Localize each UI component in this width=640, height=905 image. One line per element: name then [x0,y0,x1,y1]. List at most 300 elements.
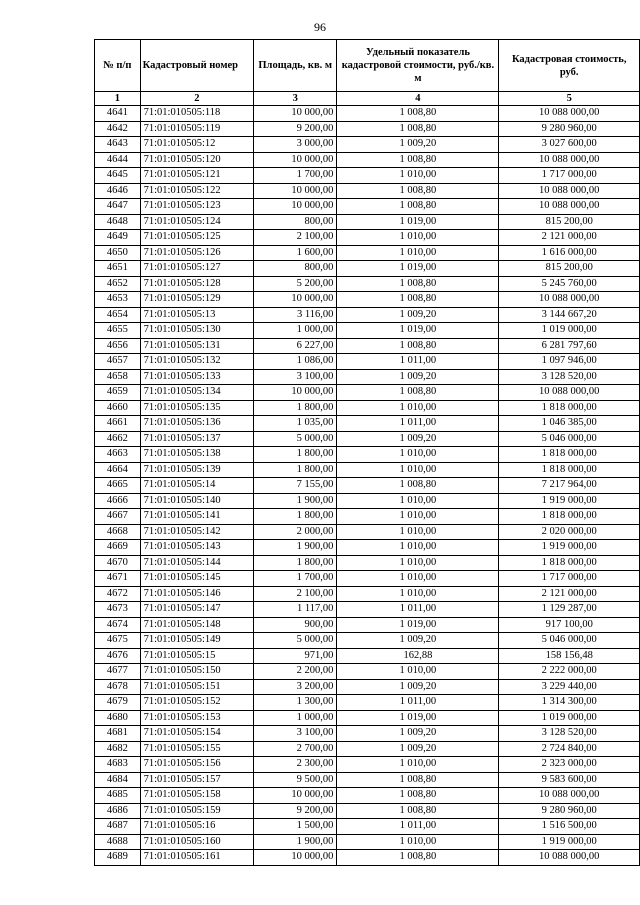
unit-value: 1 008,80 [337,121,499,137]
table-row [95,664,640,680]
area-value: 1 035,00 [254,416,337,432]
unit-value: 1 008,80 [337,152,499,168]
unit-value: 1 009,20 [337,741,499,757]
area-value: 971,00 [254,648,337,664]
row-index: 4684 [95,772,141,788]
cadastral-value: 815 200,00 [499,214,640,230]
unit-value: 1 019,00 [337,214,499,230]
table-row [95,400,640,416]
table-row [95,819,640,835]
table-row [95,757,640,773]
unit-value: 1 008,80 [337,385,499,401]
row-index: 4679 [95,695,141,711]
header-cadastral-number: Кадастровый номер [140,40,253,92]
table-row [95,462,640,478]
row-index: 4667 [95,509,141,525]
area-value: 3 116,00 [254,307,337,323]
row-index: 4654 [95,307,141,323]
cadastral-value: 10 088 000,00 [499,292,640,308]
cadastral-number: 71:01:010505:137 [140,431,253,447]
cadastral-number: 71:01:010505:138 [140,447,253,463]
unit-value: 1 008,80 [337,338,499,354]
area-value: 10 000,00 [254,106,337,122]
row-index: 4678 [95,679,141,695]
cadastral-number: 71:01:010505:119 [140,121,253,137]
unit-value: 1 010,00 [337,493,499,509]
cadastral-value: 10 088 000,00 [499,385,640,401]
header-cadastral-value: Кадастровая стоимость, руб. [499,40,640,92]
area-value: 1 800,00 [254,447,337,463]
table-row [95,633,640,649]
table-row [95,850,640,866]
row-index: 4664 [95,462,141,478]
page-number: 96 [314,20,326,34]
header-row [95,40,640,92]
table-row [95,726,640,742]
table-row [95,183,640,199]
cadastral-value: 2 724 840,00 [499,741,640,757]
cadastral-value: 2 222 000,00 [499,664,640,680]
area-value: 3 100,00 [254,726,337,742]
cadastral-value: 1 019 000,00 [499,710,640,726]
unit-value: 1 010,00 [337,168,499,184]
area-value: 1 700,00 [254,571,337,587]
table-row [95,230,640,246]
table-row [95,307,640,323]
area-value: 5 200,00 [254,276,337,292]
area-value: 1 086,00 [254,354,337,370]
area-value: 5 000,00 [254,431,337,447]
row-index: 4674 [95,617,141,633]
cadastral-value: 3 027 600,00 [499,137,640,153]
unit-value: 1 010,00 [337,400,499,416]
cadastral-value: 1 919 000,00 [499,834,640,850]
row-index: 4687 [95,819,141,835]
cadastral-number: 71:01:010505:156 [140,757,253,773]
cadastral-number: 71:01:010505:148 [140,617,253,633]
area-value: 10 000,00 [254,850,337,866]
table-row [95,478,640,494]
unit-value: 1 011,00 [337,819,499,835]
table-row [95,602,640,618]
unit-value: 1 010,00 [337,524,499,540]
cadastral-value: 10 088 000,00 [499,183,640,199]
table-row [95,385,640,401]
cadastral-value: 1 097 946,00 [499,354,640,370]
unit-value: 1 009,20 [337,726,499,742]
row-index: 4685 [95,788,141,804]
cadastral-number: 71:01:010505:152 [140,695,253,711]
cadastral-value: 1 818 000,00 [499,509,640,525]
row-index: 4651 [95,261,141,277]
area-value: 2 200,00 [254,664,337,680]
table-row [95,571,640,587]
unit-value: 1 010,00 [337,586,499,602]
row-index: 4660 [95,400,141,416]
cadastral-number: 71:01:010505:158 [140,788,253,804]
table-row [95,261,640,277]
unit-value: 1 010,00 [337,540,499,556]
row-index: 4645 [95,168,141,184]
column-number: 3 [254,92,337,106]
table-body [95,106,640,866]
area-value: 1 700,00 [254,168,337,184]
cadastral-number: 71:01:010505:12 [140,137,253,153]
table-row [95,168,640,184]
cadastral-value: 9 280 960,00 [499,803,640,819]
table-row [95,493,640,509]
header-unit-value: Удельный показатель кадастровой стоимости, руб./кв. м [337,40,499,92]
row-index: 4686 [95,803,141,819]
unit-value: 1 010,00 [337,555,499,571]
unit-value: 1 008,80 [337,276,499,292]
area-value: 1 900,00 [254,540,337,556]
row-index: 4680 [95,710,141,726]
cadastral-value: 1 717 000,00 [499,571,640,587]
area-value: 1 500,00 [254,819,337,835]
table-row [95,214,640,230]
table-row [95,834,640,850]
unit-value: 1 008,80 [337,803,499,819]
row-index: 4658 [95,369,141,385]
cadastral-number: 71:01:010505:150 [140,664,253,680]
unit-value: 1 010,00 [337,757,499,773]
row-index: 4681 [95,726,141,742]
unit-value: 1 009,20 [337,137,499,153]
cadastral-number: 71:01:010505:134 [140,385,253,401]
cadastral-number: 71:01:010505:143 [140,540,253,556]
row-index: 4663 [95,447,141,463]
unit-value: 1 009,20 [337,633,499,649]
unit-value: 1 019,00 [337,617,499,633]
unit-value: 162,88 [337,648,499,664]
area-value: 1 800,00 [254,462,337,478]
cadastral-value: 815 200,00 [499,261,640,277]
cadastral-value: 5 046 000,00 [499,633,640,649]
table-row [95,772,640,788]
area-value: 9 200,00 [254,121,337,137]
cadastral-value: 6 281 797,60 [499,338,640,354]
table-row [95,137,640,153]
cadastral-value: 7 217 964,00 [499,478,640,494]
cadastral-value: 1 046 385,00 [499,416,640,432]
cadastral-number: 71:01:010505:151 [140,679,253,695]
table-row [95,199,640,215]
area-value: 1 600,00 [254,245,337,261]
row-index: 4649 [95,230,141,246]
unit-value: 1 019,00 [337,323,499,339]
unit-value: 1 010,00 [337,245,499,261]
cadastral-number: 71:01:010505:121 [140,168,253,184]
table-row [95,741,640,757]
cadastral-number: 71:01:010505:14 [140,478,253,494]
row-index: 4666 [95,493,141,509]
area-value: 800,00 [254,214,337,230]
unit-value: 1 008,80 [337,788,499,804]
column-number: 2 [140,92,253,106]
column-number: 1 [95,92,141,106]
row-index: 4669 [95,540,141,556]
cadastral-number: 71:01:010505:131 [140,338,253,354]
cadastral-number: 71:01:010505:141 [140,509,253,525]
table-row [95,509,640,525]
area-value: 2 100,00 [254,586,337,602]
table-row [95,617,640,633]
table-row [95,431,640,447]
cadastral-number: 71:01:010505:160 [140,834,253,850]
row-index: 4650 [95,245,141,261]
cadastral-number: 71:01:010505:16 [140,819,253,835]
cadastral-number: 71:01:010505:128 [140,276,253,292]
unit-value: 1 010,00 [337,447,499,463]
row-index: 4659 [95,385,141,401]
cadastral-value: 2 020 000,00 [499,524,640,540]
cadastral-value: 1 516 500,00 [499,819,640,835]
cadastral-value: 1 019 000,00 [499,323,640,339]
row-index: 4642 [95,121,141,137]
column-number: 4 [337,92,499,106]
table-row [95,524,640,540]
unit-value: 1 011,00 [337,602,499,618]
area-value: 10 000,00 [254,385,337,401]
cadastral-number: 71:01:010505:135 [140,400,253,416]
cadastral-value: 1 919 000,00 [499,493,640,509]
row-index: 4657 [95,354,141,370]
cadastral-value: 2 121 000,00 [499,586,640,602]
area-value: 1 800,00 [254,400,337,416]
cadastral-number: 71:01:010505:157 [140,772,253,788]
row-index: 4641 [95,106,141,122]
cadastral-value: 9 583 600,00 [499,772,640,788]
cadastral-number: 71:01:010505:127 [140,261,253,277]
table-row [95,586,640,602]
table-row [95,276,640,292]
area-value: 2 000,00 [254,524,337,540]
cadastral-value: 5 046 000,00 [499,431,640,447]
row-index: 4665 [95,478,141,494]
table-row [95,338,640,354]
area-value: 10 000,00 [254,152,337,168]
cadastral-value: 1 717 000,00 [499,168,640,184]
area-value: 6 227,00 [254,338,337,354]
cadastral-value: 1 818 000,00 [499,400,640,416]
row-index: 4683 [95,757,141,773]
row-index: 4672 [95,586,141,602]
cadastral-value: 1 818 000,00 [499,555,640,571]
unit-value: 1 008,80 [337,850,499,866]
column-number-row [95,92,640,106]
cadastral-number: 71:01:010505:118 [140,106,253,122]
table-row [95,788,640,804]
cadastral-value: 1 129 287,00 [499,602,640,618]
cadastral-number: 71:01:010505:149 [140,633,253,649]
row-index: 4688 [95,834,141,850]
area-value: 2 300,00 [254,757,337,773]
unit-value: 1 008,80 [337,478,499,494]
area-value: 10 000,00 [254,788,337,804]
area-value: 5 000,00 [254,633,337,649]
unit-value: 1 009,20 [337,431,499,447]
cadastral-value: 2 323 000,00 [499,757,640,773]
table-row [95,695,640,711]
area-value: 1 800,00 [254,509,337,525]
row-index: 4652 [95,276,141,292]
header-index: № п/п [95,40,141,92]
row-index: 4644 [95,152,141,168]
area-value: 1 800,00 [254,555,337,571]
cadastral-number: 71:01:010505:159 [140,803,253,819]
area-value: 2 700,00 [254,741,337,757]
table-row [95,323,640,339]
table-row [95,555,640,571]
row-index: 4656 [95,338,141,354]
unit-value: 1 019,00 [337,261,499,277]
area-value: 800,00 [254,261,337,277]
table-row [95,369,640,385]
cadastral-number: 71:01:010505:139 [140,462,253,478]
unit-value: 1 008,80 [337,199,499,215]
cadastral-number: 71:01:010505:120 [140,152,253,168]
unit-value: 1 008,80 [337,183,499,199]
cadastral-number: 71:01:010505:155 [140,741,253,757]
cadastral-number: 71:01:010505:147 [140,602,253,618]
row-index: 4689 [95,850,141,866]
cadastral-number: 71:01:010505:126 [140,245,253,261]
table-row [95,292,640,308]
cadastral-value: 3 128 520,00 [499,369,640,385]
cadastral-value: 1 818 000,00 [499,462,640,478]
cadastral-number: 71:01:010505:124 [140,214,253,230]
cadastral-number: 71:01:010505:153 [140,710,253,726]
row-index: 4677 [95,664,141,680]
row-index: 4676 [95,648,141,664]
row-index: 4655 [95,323,141,339]
unit-value: 1 008,80 [337,106,499,122]
area-value: 1 300,00 [254,695,337,711]
unit-value: 1 010,00 [337,462,499,478]
cadastral-number: 71:01:010505:122 [140,183,253,199]
table-row [95,540,640,556]
area-value: 7 155,00 [254,478,337,494]
row-index: 4675 [95,633,141,649]
row-index: 4647 [95,199,141,215]
area-value: 1 000,00 [254,323,337,339]
unit-value: 1 009,20 [337,369,499,385]
cadastral-value: 3 128 520,00 [499,726,640,742]
cadastral-number: 71:01:010505:132 [140,354,253,370]
unit-value: 1 010,00 [337,230,499,246]
cadastral-value: 10 088 000,00 [499,106,640,122]
cadastral-number: 71:01:010505:130 [140,323,253,339]
unit-value: 1 009,20 [337,679,499,695]
table-row [95,106,640,122]
cadastral-number: 71:01:010505:146 [140,586,253,602]
cadastral-number: 71:01:010505:129 [140,292,253,308]
area-value: 3 000,00 [254,137,337,153]
cadastral-number: 71:01:010505:136 [140,416,253,432]
cadastral-value: 917 100,00 [499,617,640,633]
row-index: 4662 [95,431,141,447]
row-index: 4653 [95,292,141,308]
table-row [95,710,640,726]
cadastral-value: 10 088 000,00 [499,788,640,804]
row-index: 4661 [95,416,141,432]
unit-value: 1 019,00 [337,710,499,726]
table-row [95,245,640,261]
table-row [95,803,640,819]
table-row [95,447,640,463]
row-index: 4643 [95,137,141,153]
unit-value: 1 011,00 [337,416,499,432]
table-row [95,354,640,370]
cadastral-number: 71:01:010505:140 [140,493,253,509]
cadastral-value: 1 616 000,00 [499,245,640,261]
unit-value: 1 008,80 [337,772,499,788]
cadastral-value: 10 088 000,00 [499,199,640,215]
table-row [95,416,640,432]
header-area: Площадь, кв. м [254,40,337,92]
cadastral-number: 71:01:010505:125 [140,230,253,246]
unit-value: 1 010,00 [337,509,499,525]
table-row [95,648,640,664]
cadastral-value: 5 245 760,00 [499,276,640,292]
area-value: 1 900,00 [254,834,337,850]
area-value: 3 100,00 [254,369,337,385]
cadastral-value: 3 229 440,00 [499,679,640,695]
area-value: 10 000,00 [254,292,337,308]
unit-value: 1 010,00 [337,834,499,850]
table-row [95,152,640,168]
cadastral-value: 2 121 000,00 [499,230,640,246]
cadastral-value: 158 156,48 [499,648,640,664]
cadastral-value: 10 088 000,00 [499,850,640,866]
cadastral-number: 71:01:010505:133 [140,369,253,385]
unit-value: 1 010,00 [337,664,499,680]
row-index: 4668 [95,524,141,540]
row-index: 4646 [95,183,141,199]
area-value: 900,00 [254,617,337,633]
row-index: 4670 [95,555,141,571]
unit-value: 1 009,20 [337,307,499,323]
unit-value: 1 010,00 [337,571,499,587]
area-value: 1 900,00 [254,493,337,509]
area-value: 1 000,00 [254,710,337,726]
row-index: 4673 [95,602,141,618]
area-value: 2 100,00 [254,230,337,246]
cadastral-value: 3 144 667,20 [499,307,640,323]
unit-value: 1 011,00 [337,695,499,711]
cadastral-number: 71:01:010505:161 [140,850,253,866]
row-index: 4682 [95,741,141,757]
cadastral-number: 71:01:010505:145 [140,571,253,587]
cadastral-number: 71:01:010505:154 [140,726,253,742]
table-row [95,121,640,137]
unit-value: 1 011,00 [337,354,499,370]
row-index: 4671 [95,571,141,587]
unit-value: 1 008,80 [337,292,499,308]
cadastral-value: 1 314 300,00 [499,695,640,711]
area-value: 9 200,00 [254,803,337,819]
cadastral-number: 71:01:010505:123 [140,199,253,215]
cadastral-number: 71:01:010505:142 [140,524,253,540]
cadastral-number: 71:01:010505:13 [140,307,253,323]
table-row [95,679,640,695]
area-value: 10 000,00 [254,183,337,199]
cadastral-number: 71:01:010505:15 [140,648,253,664]
row-index: 4648 [95,214,141,230]
column-number: 5 [499,92,640,106]
cadastral-value: 1 818 000,00 [499,447,640,463]
